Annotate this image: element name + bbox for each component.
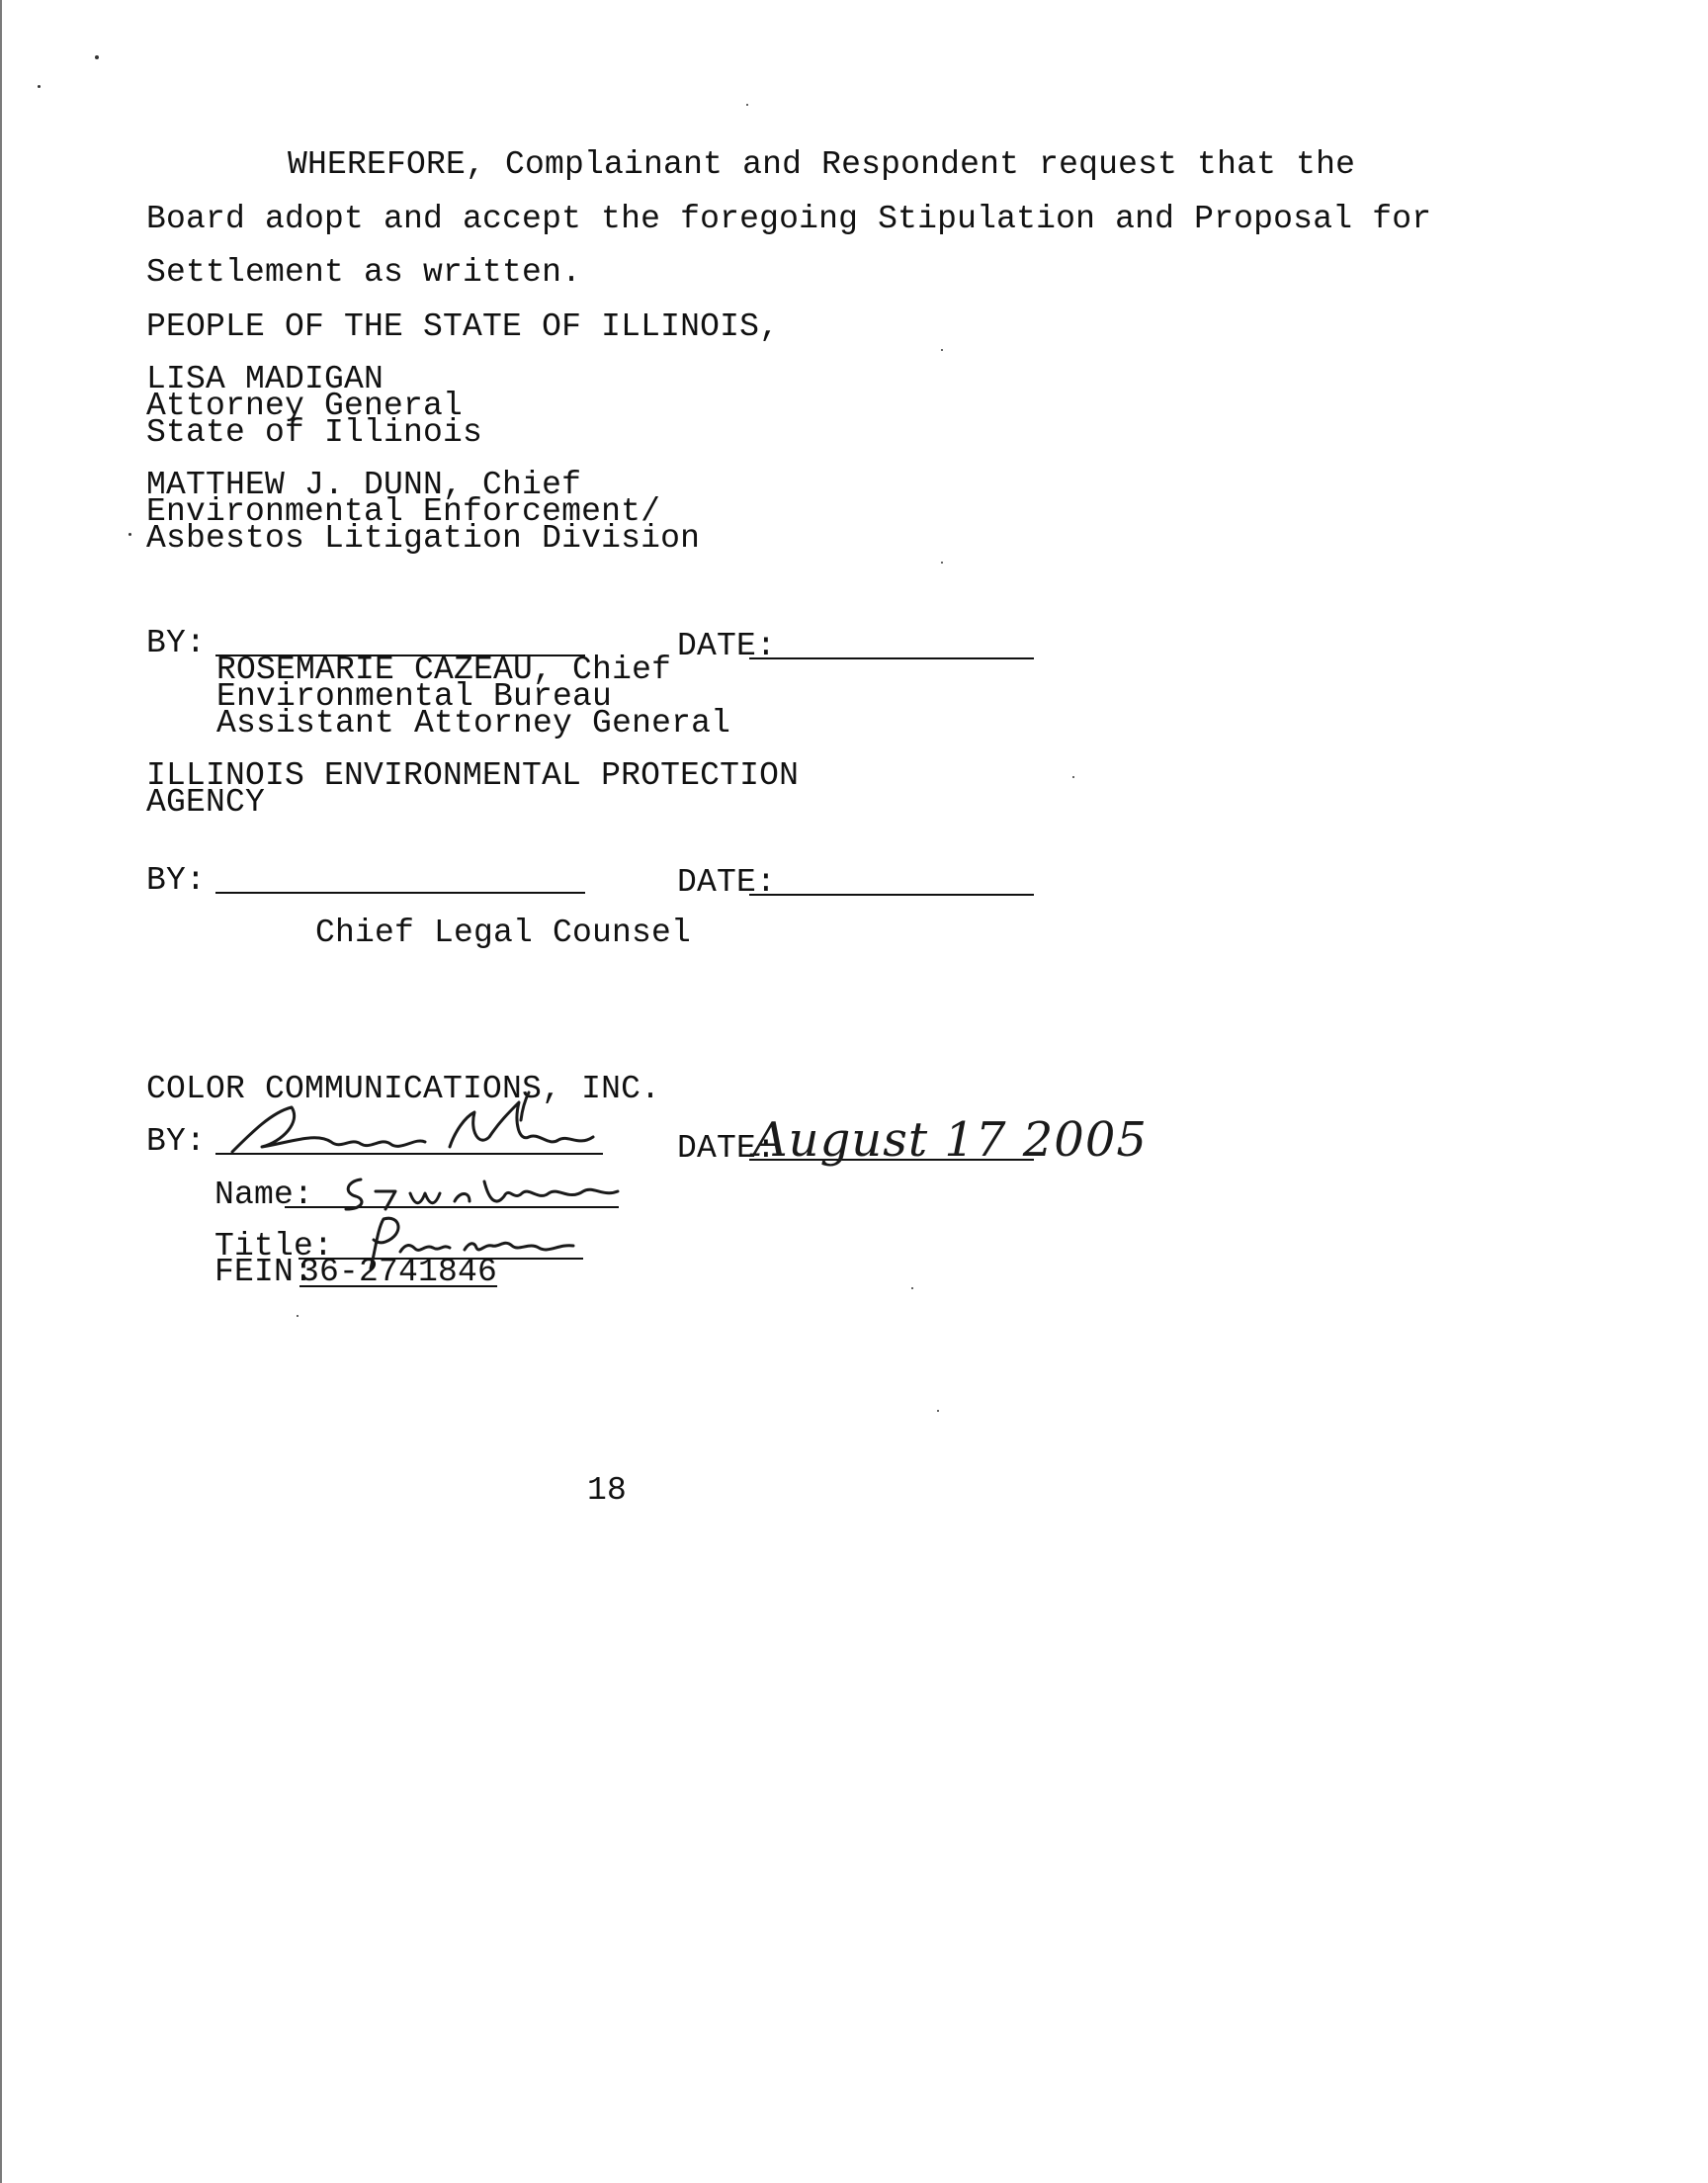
by-label-3: BY: bbox=[146, 1123, 207, 1160]
paragraph-line-2: Board adopt and accept the foregoing Stipulation and Proposal for bbox=[146, 201, 1432, 237]
scan-speck bbox=[38, 85, 41, 88]
people-heading: PEOPLE OF THE STATE OF ILLINOIS, bbox=[146, 308, 780, 345]
scan-speck bbox=[128, 533, 131, 536]
chief-division-line-2: Asbestos Litigation Division bbox=[146, 520, 701, 557]
scan-edge-line bbox=[0, 0, 2, 2183]
signer-title-1: Assistant Attorney General bbox=[216, 705, 731, 742]
chief-name: MATTHEW J. DUNN, Chief bbox=[146, 467, 582, 503]
signature-line-2 bbox=[215, 892, 585, 894]
signer-bureau-1: Environmental Bureau bbox=[216, 678, 613, 715]
ag-name: LISA MADIGAN bbox=[146, 361, 384, 397]
paragraph-line-1: WHEREFORE, Complainant and Respondent request that the bbox=[288, 146, 1356, 183]
scan-speck bbox=[297, 1315, 299, 1317]
title-label: Title: bbox=[214, 1228, 334, 1265]
respondent-signature bbox=[222, 1092, 618, 1162]
page-number: 18 bbox=[587, 1472, 628, 1509]
paragraph-line-3: Settlement as written. bbox=[146, 254, 582, 291]
by-label-2: BY: bbox=[146, 862, 207, 899]
scan-speck bbox=[911, 1287, 913, 1289]
agency-heading-line-1: ILLINOIS ENVIRONMENTAL PROTECTION bbox=[146, 757, 800, 794]
agency-heading-line-2: AGENCY bbox=[146, 784, 266, 821]
signer-title-2: Chief Legal Counsel bbox=[315, 915, 692, 951]
name-label: Name: bbox=[214, 1177, 314, 1213]
scan-speck bbox=[95, 55, 99, 59]
date-label-2: DATE: bbox=[677, 864, 777, 901]
chief-division-line-1: Environmental Enforcement/ bbox=[146, 493, 661, 530]
respondent-date-value: August 17 2005 bbox=[753, 1112, 1148, 1168]
by-label-1: BY: bbox=[146, 625, 207, 661]
scan-speck bbox=[1072, 776, 1074, 778]
signer-name-1: ROSEMARIE CAZEAU, Chief bbox=[216, 652, 672, 688]
fein-label: FEIN: bbox=[214, 1254, 314, 1290]
name-handwriting bbox=[336, 1172, 633, 1216]
ag-state: State of Illinois bbox=[146, 414, 483, 451]
scan-speck bbox=[941, 562, 943, 564]
date-line-2 bbox=[749, 894, 1034, 896]
scan-speck bbox=[941, 349, 943, 351]
date-label-1: DATE: bbox=[677, 628, 777, 664]
fein-value: 36-2741846 bbox=[299, 1254, 498, 1290]
date-label-3: DATE: bbox=[677, 1130, 777, 1167]
scan-speck bbox=[746, 104, 748, 106]
respondent-heading: COLOR COMMUNICATIONS, INC. bbox=[146, 1071, 661, 1107]
scan-speck bbox=[937, 1410, 939, 1412]
date-line-1 bbox=[749, 657, 1034, 659]
ag-title: Attorney General bbox=[146, 388, 464, 424]
